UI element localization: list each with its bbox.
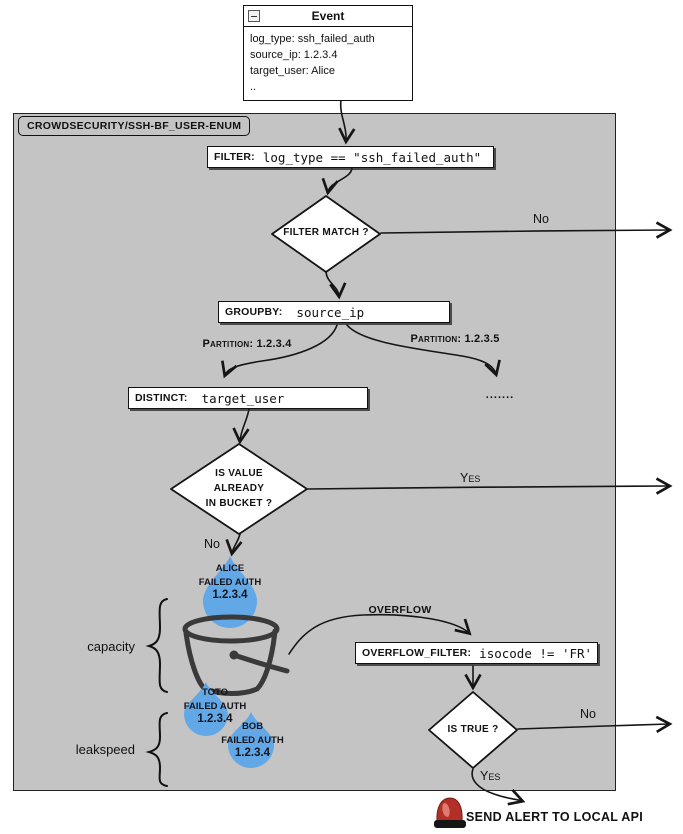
in-bucket-line3: IN BUCKET ?: [205, 498, 273, 509]
groupby-expression: source_ip: [296, 304, 365, 320]
in-bucket-question: [189, 466, 289, 511]
event-field: source_ip: 1.2.3.4: [250, 48, 338, 61]
bucket-icon: [185, 617, 287, 694]
event-title: Event: [311, 9, 345, 23]
event-field: target_user: Alice: [250, 64, 335, 77]
distinct-expression: target_user: [201, 390, 285, 406]
edge-groupby-partition-left: [225, 325, 337, 375]
overflow-filter-node: [355, 642, 598, 664]
partition-right-label: Partition: 1.2.3.5: [410, 333, 500, 345]
overflow-filter-expression: isocode != 'FR': [479, 645, 593, 661]
is-true-no-label: No: [580, 707, 596, 721]
send-alert-label: SEND ALERT TO LOCAL API: [466, 810, 644, 824]
drop-alice-reason: FAILED AUTH: [198, 576, 262, 588]
in-bucket-line1: IS VALUE: [215, 468, 263, 479]
siren-icon: [434, 798, 466, 828]
drop-bob-label: [205, 720, 300, 761]
drop-bob-user: BOB: [241, 721, 264, 732]
filter-expression: log_type == "ssh_failed_auth": [262, 149, 482, 165]
drop-toto-user: TOTO: [201, 687, 229, 698]
drop-alice-ip: 1.2.3.4: [212, 589, 248, 601]
collapse-icon[interactable]: [248, 10, 260, 22]
edge-inbucket-yes-exit: [308, 486, 669, 489]
drop-bob-reason: FAILED AUTH: [221, 734, 284, 746]
filter-match-no-label: No: [533, 212, 549, 226]
event-field: log_type: ssh_failed_auth: [250, 33, 375, 45]
edge-event-to-filter: [341, 100, 346, 141]
edge-match-to-groupby: [326, 272, 339, 296]
edge-inbucket-no-to-drop: [232, 534, 240, 553]
event-title-bar: [244, 6, 412, 27]
distinct-label: DISTINCT:: [135, 392, 188, 404]
scenario-name-tag: CROWDSECURITY/SSH-BF_USER-ENUM: [18, 116, 250, 136]
edge-distinct-to-inbucket: [240, 409, 249, 441]
in-bucket-no-label: No: [204, 537, 220, 551]
drop-toto-reason: FAILED AUTH: [183, 700, 247, 712]
event-node: [243, 5, 413, 101]
more-partitions-dots: .......: [485, 389, 515, 401]
in-bucket-yes-label: Yes: [460, 471, 481, 485]
is-true-yes-label: Yes: [480, 769, 501, 783]
drop-alice-label: [180, 562, 280, 603]
leakspeed-label: leakspeed: [75, 742, 135, 757]
filter-node: [207, 146, 494, 168]
filter-match-question: FILTER MATCH ?: [283, 227, 369, 238]
overflow-filter-label: OVERFLOW_FILTER:: [362, 647, 472, 659]
in-bucket-line2: ALREADY: [213, 483, 265, 494]
edge-filter-to-match: [328, 168, 352, 192]
groupby-label: GROUPBY:: [225, 306, 283, 318]
is-true-question: IS TRUE ?: [447, 724, 499, 735]
filter-label: FILTER:: [214, 151, 255, 163]
edge-match-no-exit: [381, 230, 669, 233]
capacity-brace: [149, 599, 167, 692]
partition-left-label: Partition: 1.2.3.4: [202, 338, 292, 350]
event-fields: [244, 27, 412, 101]
distinct-node: [128, 387, 368, 409]
groupby-node: [218, 301, 450, 323]
overflow-edge-label: OVERFLOW: [368, 604, 432, 616]
drop-bob-ip: 1.2.3.4: [234, 747, 271, 759]
drop-alice-user: ALICE: [215, 563, 245, 574]
event-field: ..: [250, 80, 257, 93]
drop-toto-ip: 1.2.3.4: [197, 713, 233, 725]
capacity-label: capacity: [87, 639, 135, 654]
edge-istrue-no-exit: [518, 724, 669, 729]
